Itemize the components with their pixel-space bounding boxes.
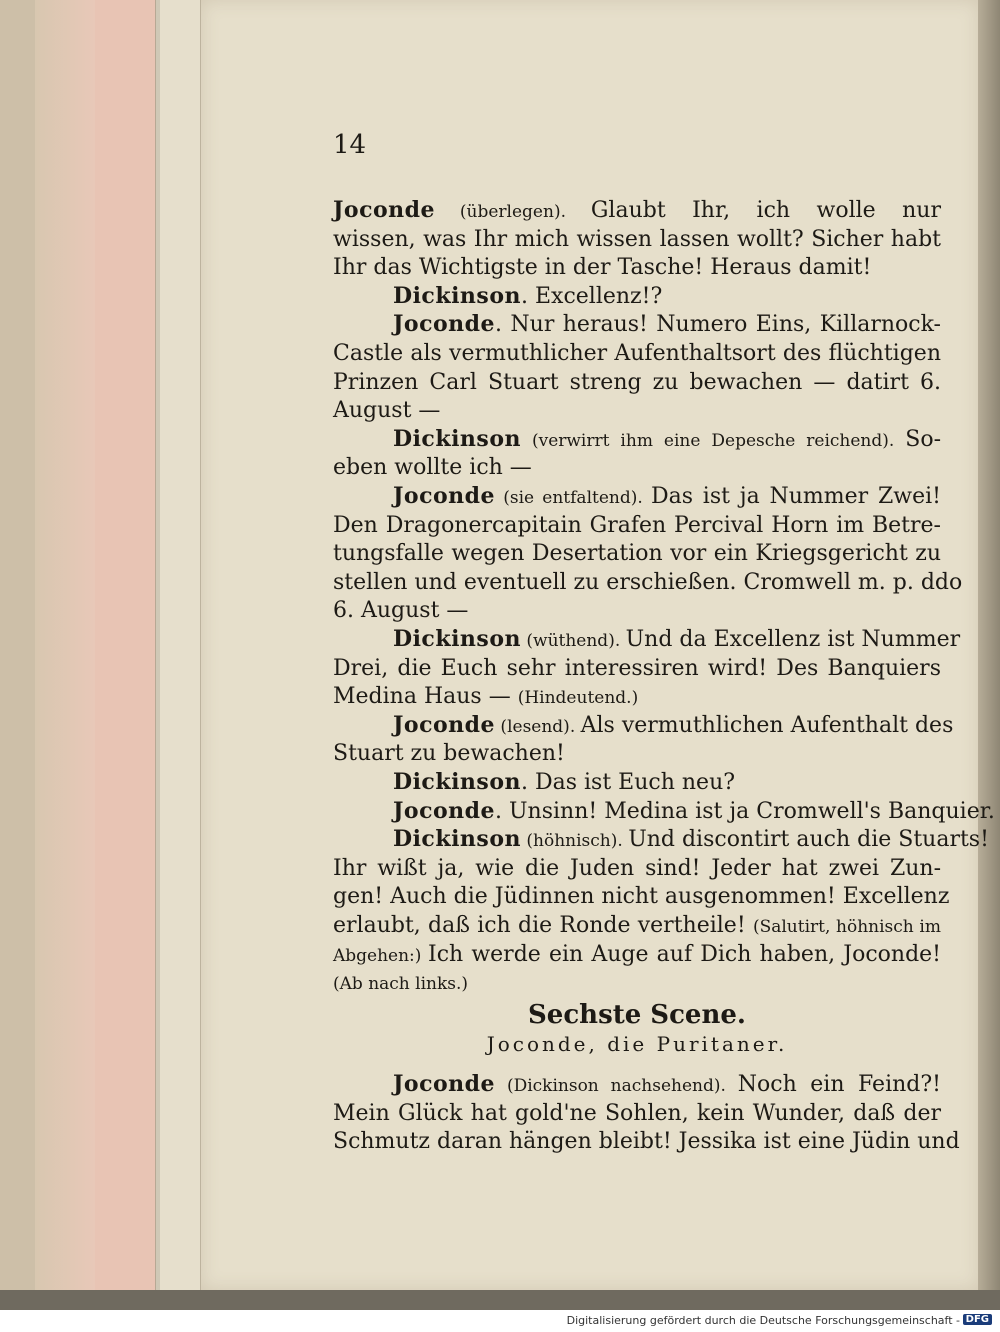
text-line <box>333 196 941 227</box>
text-line <box>333 968 941 999</box>
line-text: So- <box>905 426 941 452</box>
line-text: August — <box>333 398 441 424</box>
stage-direction: (Dickinson nachsehend). <box>495 1076 738 1096</box>
line-text: Castle als vermuthlicher Aufenthaltsort des flüchtigen <box>333 341 941 366</box>
line-text: . Unsinn! Medina ist ja Cromwell's Banquier. <box>495 798 995 824</box>
scene-title: Sechste Scene. <box>528 1000 746 1030</box>
text-line <box>333 511 941 540</box>
text-line <box>393 711 954 742</box>
text-line <box>393 825 989 856</box>
text-line <box>393 797 995 826</box>
line-text: Und da Excellenz ist Nummer <box>625 627 961 652</box>
stage-direction: Abgehen:) <box>333 945 428 966</box>
text-line <box>393 625 961 656</box>
text-line <box>333 682 941 713</box>
scene-cast: Joconde, die Puritaner. <box>486 1032 788 1056</box>
stage-direction: (Salutirt, höhnisch im <box>752 917 941 937</box>
stage-direction: (lesend). <box>495 716 581 737</box>
funding-notice: Digitalisierung gefördert durch die Deutsche Forschungsgemeinschaft - <box>566 1314 960 1327</box>
speaker-name: Joconde <box>393 311 496 338</box>
line-text: Drei, die Euch sehr interessiren wird! Des Banquiers <box>333 655 941 681</box>
text-line <box>393 282 941 311</box>
stage-direction: (Ab nach links.) <box>333 974 469 995</box>
line-text: . Nur heraus! Numero Eins, Killarnock- <box>495 312 941 338</box>
text-line <box>333 940 941 971</box>
speaker-name: Joconde <box>393 711 496 738</box>
text-line <box>333 396 941 425</box>
text-line <box>333 368 941 397</box>
footer-bar <box>0 1310 1000 1332</box>
line-text: Stuart zu bewachen! <box>333 741 565 767</box>
text-line <box>393 425 941 456</box>
text-line <box>393 768 941 797</box>
speaker-name: Joconde <box>393 797 496 824</box>
text-line <box>333 596 941 625</box>
line-text: Ihr das Wichtigste in der Tasche! Heraus damit! <box>333 255 872 281</box>
text-line <box>333 739 941 768</box>
line-text: . Das ist Euch neu? <box>520 770 736 795</box>
stage-direction: (verwirrt ihm eine Depesche reichend). <box>520 430 906 451</box>
page-number: 14 <box>333 130 367 160</box>
text-line <box>333 1127 960 1156</box>
line-text: 6. August — <box>333 598 469 624</box>
dfg-logo: DFG <box>963 1314 992 1325</box>
line-text: wissen, was Ihr mich wissen lassen wollt? Sicher habt <box>333 226 941 252</box>
line-text: Schmutz daran hängen bleibt! Jessika ist eine Jüdin und <box>333 1129 960 1155</box>
stage-direction: (wüthend). <box>520 631 626 651</box>
line-text: eben wollte ich — <box>333 455 532 481</box>
text-line <box>333 882 950 911</box>
speaker-name: Joconde <box>393 483 496 509</box>
text-line <box>333 253 941 282</box>
speaker-name: Dickinson <box>393 826 521 853</box>
stage-direction: (überlegen). <box>435 202 591 222</box>
speaker-name: Dickinson <box>393 282 521 309</box>
text-line <box>333 854 941 883</box>
line-text: Den Dragonercapitain Grafen Percival Horn im Betre- <box>333 512 941 538</box>
stage-direction: (sie entfaltend). <box>495 488 651 508</box>
line-text: Noch ein Feind?! <box>737 1072 942 1097</box>
line-text: Und discontirt auch die Stuarts! <box>628 827 989 853</box>
text-line <box>333 654 941 683</box>
page-gutter <box>978 0 1000 1310</box>
line-text: gen! Auch die Jüdinnen nicht ausgenommen! Excellenz <box>333 884 950 910</box>
text-line <box>333 225 941 254</box>
line-text: Glaubt Ihr, ich wolle nur <box>590 198 941 223</box>
line-text: Ich werde ein Auge auf Dich haben, Joconde! <box>428 941 942 967</box>
text-line <box>333 911 941 942</box>
speaker-name: Joconde <box>333 197 436 223</box>
text-line <box>393 1070 941 1101</box>
cover-edge <box>35 0 95 1310</box>
line-text: stellen und eventuell zu erschießen. Cromwell m. p. ddo <box>333 569 963 595</box>
speaker-name: Dickinson <box>393 626 521 652</box>
line-text: Medina Haus — <box>333 684 518 710</box>
line-text: tungsfalle wegen Desertation vor ein Kriegsgericht zu <box>333 541 941 567</box>
text-line <box>393 310 941 339</box>
text-line <box>333 568 963 597</box>
text-line <box>333 453 941 482</box>
text-line <box>333 539 941 568</box>
text-line <box>333 1099 941 1128</box>
endpaper-strip <box>95 0 156 1296</box>
line-text: Als vermuthlichen Aufenthalt des <box>580 712 954 738</box>
speaker-name: Joconde <box>393 1071 496 1097</box>
line-text: Das ist ja Nummer Zwei! <box>650 484 941 509</box>
scan-shadow <box>0 1290 1000 1310</box>
speaker-name: Dickinson <box>393 425 521 452</box>
line-text: Mein Glück hat gold'ne Sohlen, kein Wunder, daß der <box>333 1100 941 1126</box>
speaker-name: Dickinson <box>393 769 521 795</box>
text-line <box>333 339 941 368</box>
line-text: . Excellenz!? <box>520 283 663 309</box>
text-line <box>393 482 941 513</box>
stage-direction: (Hindeutend.) <box>517 688 639 709</box>
stage-direction: (höhnisch). <box>520 831 629 852</box>
line-text: Ihr wißt ja, wie die Juden sind! Jeder hat zwei Zun- <box>333 855 941 881</box>
line-text: erlaubt, daß ich die Ronde vertheile! <box>333 913 753 938</box>
line-text: Prinzen Carl Stuart streng zu bewachen — datirt 6. <box>333 369 941 395</box>
